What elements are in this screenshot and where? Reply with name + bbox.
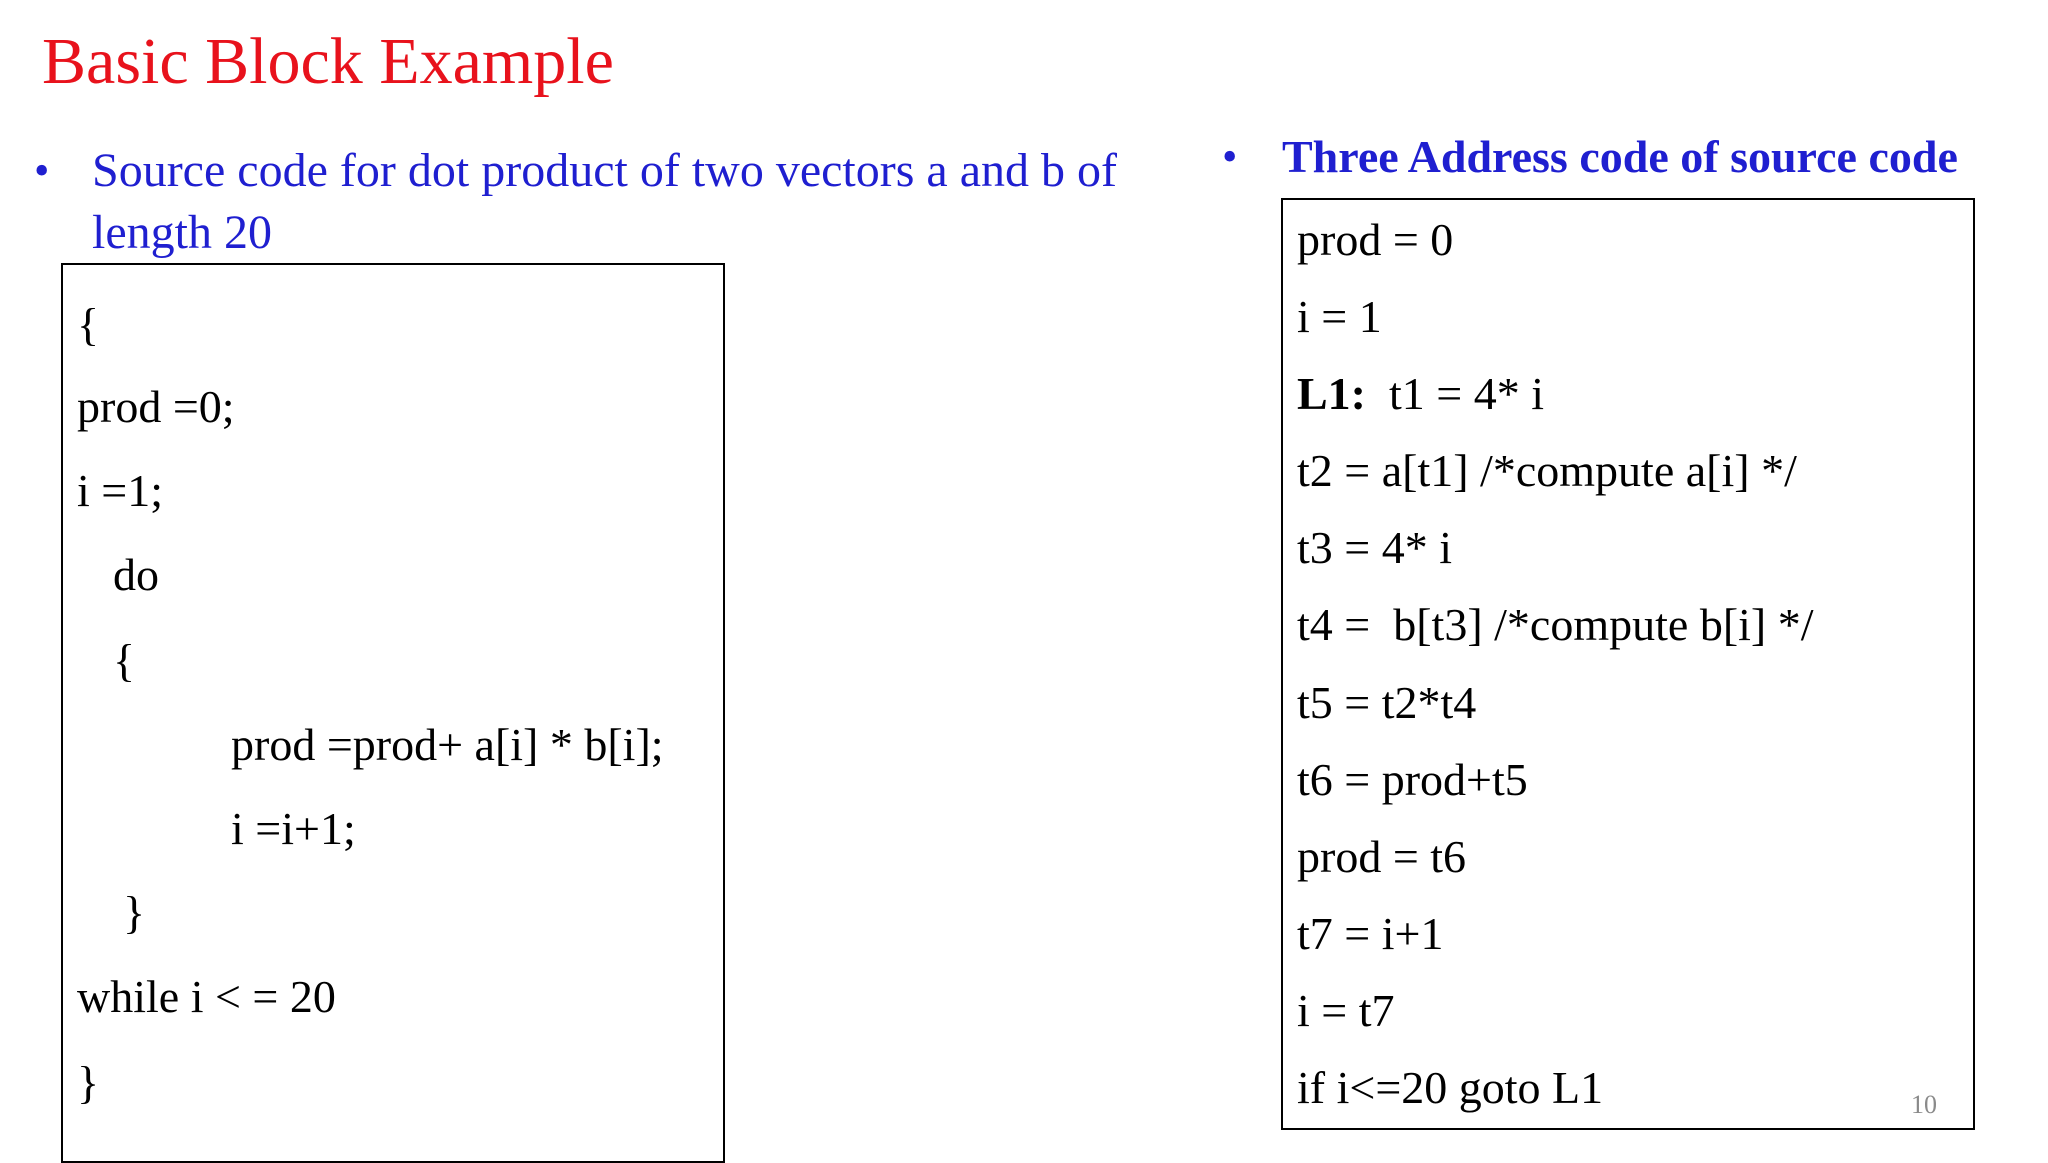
source-code-line: do — [113, 549, 159, 600]
three-address-bullet-text: Three Address code of source code — [1282, 131, 1958, 182]
tac-label: L1: — [1297, 368, 1366, 419]
tac-line: i = t7 — [1297, 985, 1395, 1036]
source-code-line: while i < = 20 — [77, 971, 336, 1022]
bullet-icon: • — [34, 146, 50, 195]
source-code-line: { — [77, 299, 100, 350]
tac-line: t5 = t2*t4 — [1297, 677, 1477, 728]
three-address-code-box — [1281, 198, 1975, 1130]
tac-line: t7 = i+1 — [1297, 908, 1444, 959]
tac-line: if i<=20 goto L1 — [1297, 1062, 1604, 1113]
tac-line — [1297, 366, 1544, 422]
tac-line: i = 1 — [1297, 291, 1382, 342]
page-number: 10 — [1911, 1090, 1937, 1119]
source-code-line: } — [77, 1057, 100, 1108]
tac-line: t6 = prod+t5 — [1297, 754, 1528, 805]
source-code-line: i =i+1; — [231, 803, 356, 854]
source-code-box — [61, 263, 725, 1163]
source-code-line: } — [123, 887, 146, 938]
source-code-line: i =1; — [77, 465, 164, 516]
tac-line: t3 = 4* i — [1297, 522, 1453, 573]
source-code-line: { — [113, 635, 136, 686]
tac-line: prod = t6 — [1297, 831, 1467, 882]
slide-title: Basic Block Example — [42, 25, 614, 98]
source-code-line: prod =0; — [77, 381, 235, 432]
source-code-bullet-text: Source code for dot product of two vectors a and b of length 20 — [92, 144, 1118, 259]
source-code-line: prod =prod+ a[i] * b[i]; — [231, 719, 664, 770]
bullet-icon: • — [1222, 132, 1238, 181]
tac-line: prod = 0 — [1297, 214, 1454, 265]
tac-line: t4 = b[t3] /*compute b[i] */ — [1297, 599, 1814, 650]
tac-line: t2 = a[t1] /*compute a[i] */ — [1297, 445, 1797, 496]
tac-code: t1 = 4* i — [1366, 368, 1545, 419]
